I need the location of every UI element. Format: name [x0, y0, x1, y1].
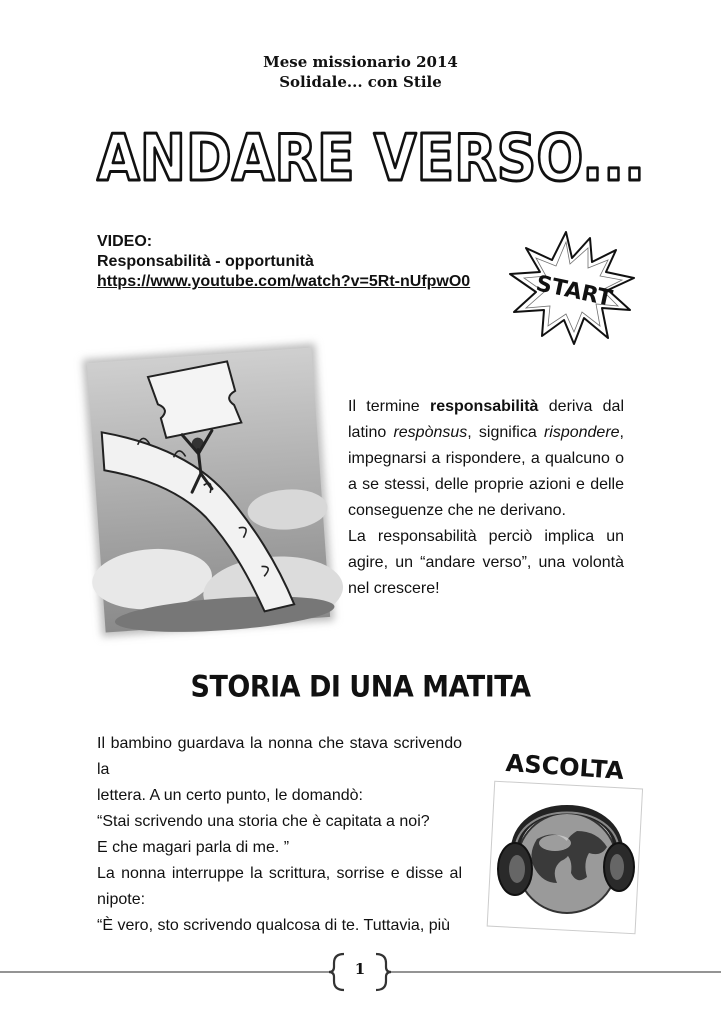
intro-text-3: , significa — [467, 424, 537, 441]
story-line-6: nipote: — [97, 891, 146, 908]
intro-paragraph-1 — [348, 394, 624, 524]
document-header — [0, 52, 721, 92]
video-label: VIDEO: — [97, 233, 153, 250]
intro-text-4: , impegnarsi a rispondere, a qualcuno o a se stessi, delle proprie azioni e delle conseguenze che ne derivano. — [348, 424, 624, 519]
story-line-3: “Stai scrivendo una storia che è capitata a noi? — [97, 813, 430, 830]
header-line-1: Mese missionario 2014 — [263, 53, 458, 71]
start-text: START — [533, 271, 615, 312]
main-title — [95, 118, 655, 196]
keyword-responsus: respònsus — [393, 424, 468, 441]
ascolta-text: ASCOLTA — [504, 748, 625, 786]
header-line-2: Solidale... con Stile — [279, 73, 442, 91]
keyword-rispondere: rispondere — [543, 424, 620, 441]
story-line-5: La nonna interruppe la scrittura, sorrise e disse al — [97, 865, 462, 882]
video-block — [97, 232, 477, 292]
intro-paragraph-2: La responsabilità perciò implica un agire, un “andare verso”, una volontà nel crescere! — [348, 528, 624, 597]
story-text — [97, 731, 462, 939]
story-line-7: “È vero, sto scrivendo qualcosa di te. Tuttavia, più — [97, 917, 451, 934]
puzzle-bridge-illustration — [76, 337, 341, 643]
story-line-2: lettera. A un certo punto, le domandò: — [97, 787, 363, 804]
video-subtitle: Responsabilità - opportunità — [97, 253, 314, 270]
story-line-4: E che magari parla di me. ” — [97, 839, 290, 856]
start-burst-icon — [508, 228, 638, 346]
main-title-text: ANDARE VERSO... — [97, 122, 645, 196]
keyword-responsabilita: responsabilità — [429, 398, 539, 415]
video-link[interactable]: https://www.youtube.com/watch?v=5Rt-nUfpwO0 — [97, 273, 471, 290]
story-title: STORIA DI UNA MATITA — [190, 670, 531, 705]
intro-text-1: Il termine — [348, 398, 420, 415]
intro-text-2: deriva dal latino — [348, 398, 624, 441]
headphones-globe-icon — [485, 735, 645, 935]
page-number: 1 — [354, 960, 366, 978]
story-line-1: Il bambino guardava la nonna che stava scrivendo la — [97, 735, 462, 778]
intro-text — [348, 394, 624, 602]
